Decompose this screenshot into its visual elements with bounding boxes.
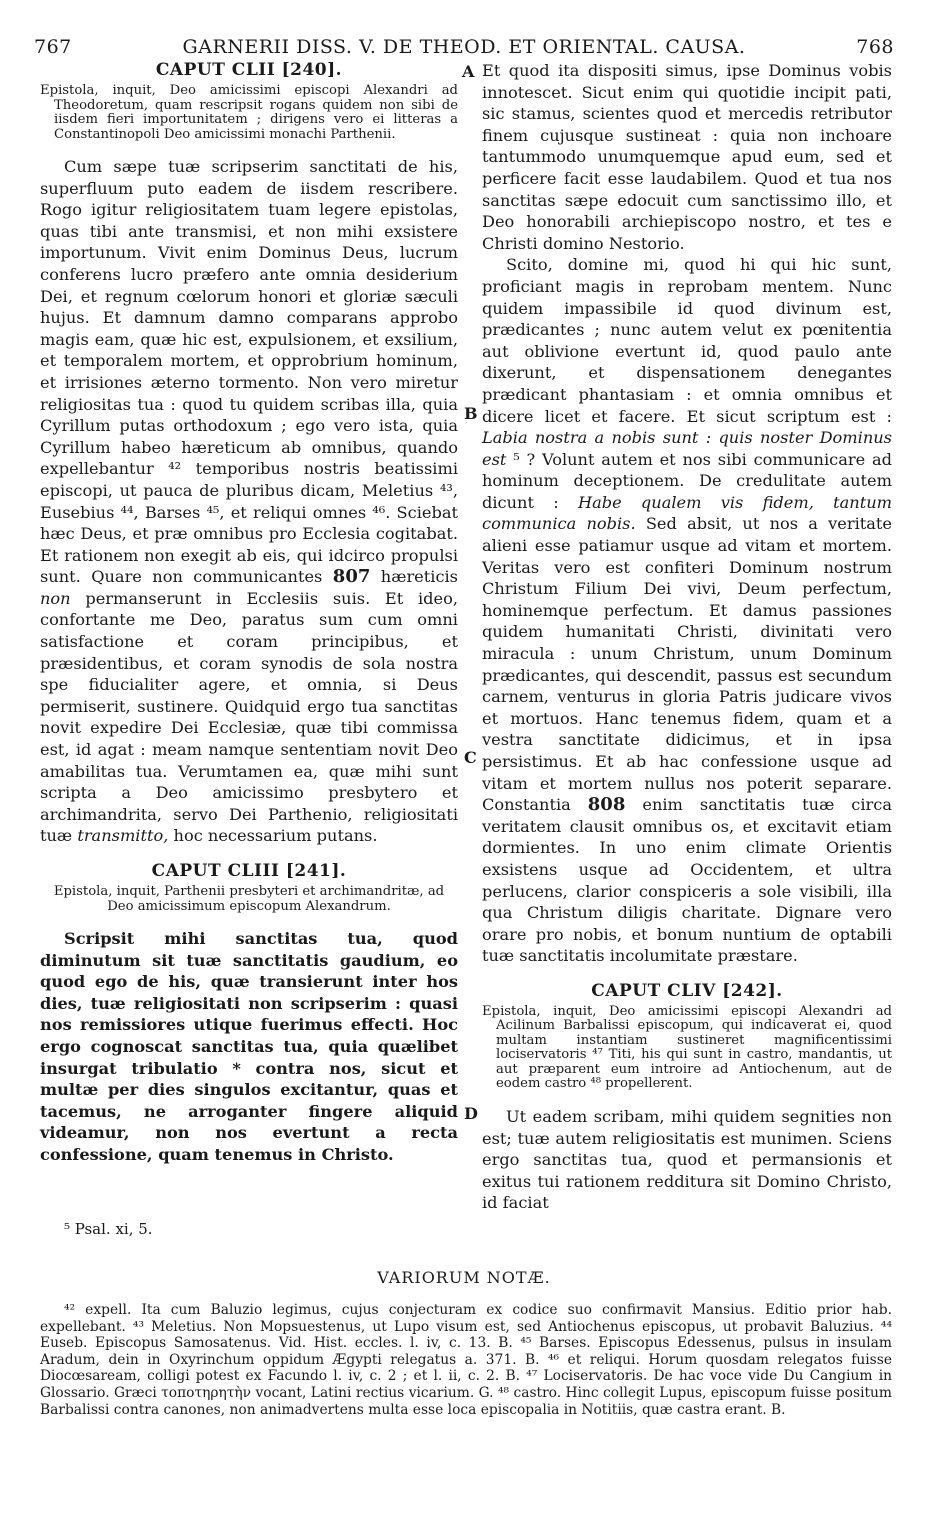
- page-number-left: 767: [34, 36, 72, 58]
- margin-letter-c: C: [464, 748, 477, 767]
- chapter-summary-clii: Epistola, inquit, Deo amicissimi episcopi Alexandri ad Theodoretum, quam rescripsit rogans quidem non sibi de iisdem fieri importunitatem ; dirigens vero ei litteras a Constantinopoli Deo amicissimi monachi Parthenii.: [40, 83, 458, 142]
- text-span: Cum sæpe tuæ scripserim sanctitati de his, superfluum puto eadem de iisdem rescribere. Rogo igitur religiositatem tuam legere epistolas, quas tibi ante transmisi, et non mihi exsistere importunum. Vivit enim Dominus Deus, lucrum conferens lucro præfero ante omnia desiderium Dei, et regnum cœlorum honori et gloriæ sæculi hujus. Et damnum damno comparans approbo magis eam, quæ hic est, expulsionem, et exsilium, et temporalem mortem, et opprobrium hominum, et irrisiones æterno tormento. Non vero miretur religiositas tua : quod tu quidem scribas illa, quia Cyrillum putas orthodoxum ; ego vero ista, quia Cyrillum habeo hæreticum ab omnibus, quando expellebantur ⁴² temporibus nostris beatissimi episcopi, ut pauca de pluribus dicam, Meletius ⁴³, Eusebius ⁴⁴, Barses ⁴⁵, et reliqui omnes ⁴⁶. Sciebat hæc Deus, et præ omnibus pro Ecclesia cogitabat. Et rationem non exegit ab eis, qui idcirco propulsi sunt. Quare non communicantes: [40, 157, 458, 587]
- text-span: Sed absit, ut nos a veritate alieni esse patiamur usque ad vitam et mortem. Veritas vero est confiteri Dominum nostrum Christum Filium Dei vivi, Deum perfectum, hominemque perfectum. Et damus passiones quidem humanitati Christi, divinitati vero miracula : unum Christum, unum Dominum prædicantes, qui descendit, passus est secundum carnem, venturus in gloria Patris judicare vivos et mortuos. Hanc tenemus fidem, quam et a vestra sanctitate didicimus, et in ipsa persistimus. Et ab hac confessione usque ad vitam et mortem nullus nos poterit separare. Constantia: [482, 514, 892, 815]
- right-text-b: [482, 254, 892, 967]
- text-span: permanserunt in Ecclesiis suis. Et ideo, confortante me Deo, paratus sum cum omni satisfactione et coram principibus, et præsidentibus, et coram synodis de sola nostra spe fiducialiter agere, et omnia, si Deus permiserit, sustinere. Quidquid ergo tua sanctitas novit expedire Dei Ecclesiæ, quæ tibi commissa est, id agat : meam namque sententiam novit Deo amabilitas tua. Verumtamen ea, quæ mihi sunt scripta a Deo amicissimo presbytero et archimandrita, servo Dei Parthenio, religiositati tuæ: [40, 588, 458, 846]
- column-number-808: 808: [587, 794, 626, 816]
- italic-span: Labia nostra a nobis sunt : quis noster Dominus est: [482, 428, 892, 469]
- italic-span: transmitto,: [77, 826, 169, 846]
- chapter-summary-cliv: Epistola, inquit, Deo amicissimi episcopi Alexandri ad Acilinum Barbalissi episcopum, qui indicaverat ei, quod multam instantiam sustineret magnificentissimi lociservatoris ⁴⁷ Titi, his qui sunt in castro, mandantis, ut aut præparent eum introire ad Antiochenum, aut de eodem castro ⁴⁸ propellerent.: [482, 1003, 892, 1092]
- notes-title: VARIORUM NOTÆ.: [377, 1268, 551, 1287]
- chapter-summary-cliii: Epistola, inquit, Parthenii presbyteri et archimandritæ, ad Deo amicissimum episcopum Alexandrum.: [53, 884, 445, 914]
- chapter-title-cliii: CAPUT CLIII [241].: [151, 861, 347, 881]
- column-number-807: 807: [332, 566, 371, 588]
- chapter-title-clii: CAPUT CLII [240].: [155, 60, 343, 80]
- margin-letter-d: D: [464, 1104, 478, 1123]
- text-span: hæreticis: [380, 567, 458, 587]
- right-column: [482, 60, 892, 1214]
- text-span: ⁵ ? Volunt autem et nos sibi communicare ad hominum deceptionem. De credulitate autem dicunt :: [482, 449, 892, 512]
- margin-letter-b: B: [464, 404, 478, 423]
- running-title: GARNERII DISS. V. DE THEOD. ET ORIENTAL. CAUSA.: [182, 36, 746, 58]
- chapter-title-cliv: CAPUT CLIV [242].: [591, 980, 783, 1001]
- italic-span: Habe qualem vis fidem, tantum communica nobis.: [482, 492, 892, 534]
- right-text-a: Et quod ita dispositi simus, ipse Dominus vobis innotescet. Sicut enim qui quotidie incipit pati, sic stamus, scientes quod et mercedis retributor finem cujusque sustineat : quia non inchoare tantummodo unumquemque apud eum, sed et perficere facit esse laudabilem. Quod et tua nos sanctitas sæpe edocuit cum sanctissimo illo, et Deo honorabili archiepiscopo nostro, et tes e Christi domino Nestorio.: [482, 61, 892, 253]
- chapter-text-cliv: Ut eadem scribam, mihi quidem segnities non est; tuæ autem religiositatis est munimen. Sciens ergo sanctitas tua, quod et permansionis et exitus tui rationem redditura sit Domino Christo, id faciat: [482, 1106, 892, 1213]
- text-span: hoc necessarium putans.: [173, 826, 378, 846]
- text-span: enim sanctitatis tuæ circa veritatem clausit omnibus os, et excitavit etiam dormientes. In uno enim climate Orientis exsistens usque ad Occidentem, et ultra perlucens, clarior conspiceris a sole visibili, illa qua Christum diligis charitate. Dignare vero orare pro nobis, et bonum nuntium de optabili tuæ sanctitatis incolumitate præstare.: [482, 795, 892, 966]
- chapter-text-cliii: Scripsit mihi sanctitas tua, quod diminutum sit tuæ sanctitatis gaudium, eo quod ego de his, quæ transierunt inter hos dies, tuæ religiositati non scripserim : quasi nos remissiores utique fuerimus effecti. Hoc ergo cognoscat sanctitas tua, quia quælibet insurgat tribulatio * contra nos, sicut et multæ per dies singulos excitantur, quas et tacemus, ne arroganter fingere aliquid videamur, non nos evertunt a recta confessione, quam tenemus in Christo.: [40, 929, 458, 1164]
- footnote-psalm: ⁵ Psal. xi, 5.: [64, 1220, 153, 1238]
- text-span: Scito, domine mi, quod hi qui hic sunt, proficiant magis in reprobam mentem. Nunc quidem impassibile id quod divinum est, prædicantes ; nunc autem velut ex pœnitentia aut oblivione evertunt id, quod paulo ante dixerunt, et dispensationem denegantes prædicant phantasiam : et omnia omnibus et dicere licet et facere. Et sicut scriptum est :: [482, 255, 892, 426]
- variorum-notes: ⁴² expell. Ita cum Baluzio legimus, cujus conjecturam ex codice suo confirmavit Mansius. Editio prior hab. expellebant. ⁴³ Meletius. Non Mopsuestenus, ut Lupo visum est, sed Antiochenus episcopus, ut probavit Baluzius. ⁴⁴ Euseb. Episcopus Samosatenus. Vid. Hist. eccles. l. iv, c. 13. B. ⁴⁵ Barses. Episcopus Edessenus, pulsus in insulam Aradum, dein in Oxyrinchum oppidum Ægypti relegatus a. 371. B. ⁴⁶ et reliqui. Horum quosdam relegatos fuisse Diocœsaream, colligi potest ex Facundo l. iv, c. 2 ; et l. ii, c. 2. B. ⁴⁷ Lociservatoris. De hac voce vide Du Cangium in Glossario. Græci τοποτηρητὴν vocant, Latini rectius vicarium. G. ⁴⁸ castro. Hinc collegit Lupus, episcopum fuisse positum Barbalissi contra canones, non animadvertens multa esse loca episcopalia in Notitiis, quæ castra erant. B.: [40, 1302, 892, 1418]
- running-head: [34, 36, 894, 58]
- left-column: [40, 60, 458, 1166]
- page-number-right: 768: [856, 36, 894, 58]
- italic-span: non: [40, 588, 71, 608]
- chapter-text-clii: [40, 156, 458, 847]
- margin-letter-a: A: [462, 62, 475, 81]
